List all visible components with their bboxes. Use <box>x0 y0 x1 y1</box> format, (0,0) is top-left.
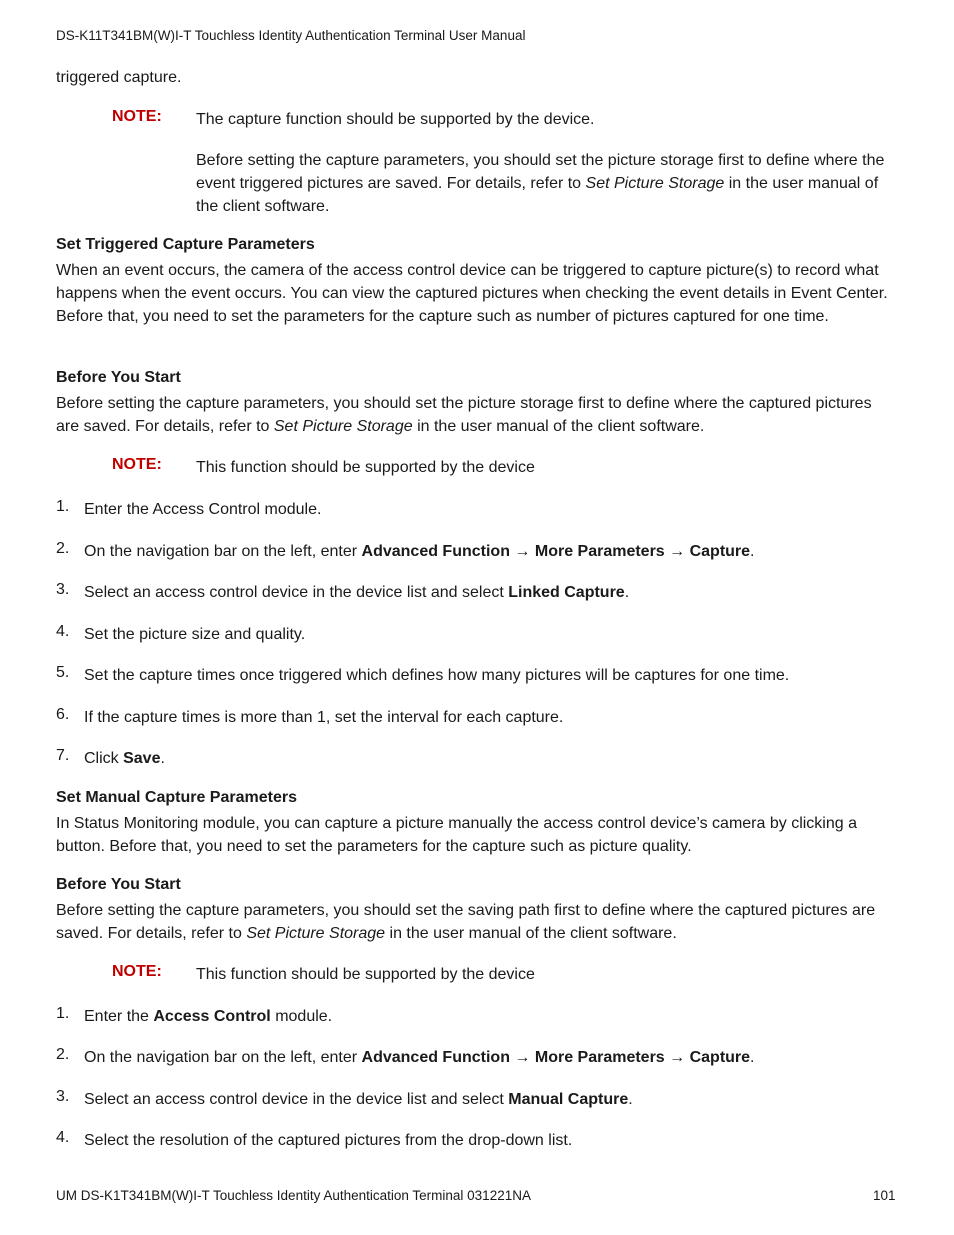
section-heading-triggered: Set Triggered Capture Parameters <box>56 236 315 253</box>
step-text: Select an access control device in the device list and select Manual Capture. <box>84 1091 633 1108</box>
step-text: Click Save. <box>84 750 165 767</box>
section-body: When an event occurs, the camera of the access control device can be triggered to capture picture(s) to record what happens when the event occurs. You can view the captured pictures when checking the event details in Event Center. Before that, you need to set the parameters for the capture such as number of pictures captured for one time. <box>56 262 888 325</box>
note-text: The capture function should be supported by the device. <box>196 111 595 128</box>
step-text: Set the capture times once triggered which defines how many pictures will be captures for one time. <box>84 667 790 684</box>
page-number: 101 <box>873 1188 896 1203</box>
step-number: 2. <box>56 1046 70 1063</box>
step-text: Set the picture size and quality. <box>84 626 306 643</box>
step-number: 3. <box>56 581 70 598</box>
step-text: Enter the Access Control module. <box>84 501 322 518</box>
intro-tail: triggered capture. <box>56 69 182 86</box>
note-paragraph: Before setting the capture parameters, you should set the picture storage first to define where the event triggered pictures are saved. For details, refer to Set Picture Storage in the user manual of the client software. <box>196 152 885 215</box>
before-you-start-body: Before setting the capture parameters, you should set the picture storage first to define where the captured pictures are saved. For details, refer to Set Picture Storage in the user manual of the client software. <box>56 395 872 435</box>
note-label: NOTE: <box>112 963 162 980</box>
step-number: 5. <box>56 664 70 681</box>
step-number: 4. <box>56 623 70 640</box>
step-number: 1. <box>56 498 70 515</box>
note-text: This function should be supported by the device <box>196 459 535 476</box>
step-text: Select an access control device in the device list and select Linked Capture. <box>84 584 630 601</box>
section-heading-manual: Set Manual Capture Parameters <box>56 789 297 806</box>
page-header: DS-K11T341BM(W)I-T Touchless Identity Authentication Terminal User Manual <box>56 28 526 43</box>
step-number: 3. <box>56 1088 70 1105</box>
note-label: NOTE: <box>112 456 162 473</box>
section-body: In Status Monitoring module, you can capture a picture manually the access control device’s camera by clicking a button. Before that, you need to set the parameters for the capture such as picture quality. <box>56 815 857 855</box>
step-number: 7. <box>56 747 70 764</box>
step-text: Enter the Access Control module. <box>84 1008 333 1025</box>
step-number: 1. <box>56 1005 70 1022</box>
note-label: NOTE: <box>112 108 162 125</box>
step-number: 6. <box>56 706 70 723</box>
step-number: 4. <box>56 1129 70 1146</box>
note-text: This function should be supported by the device <box>196 966 535 983</box>
step-number: 2. <box>56 540 70 557</box>
step-text: On the navigation bar on the left, enter Advanced Function → More Parameters → Capture. <box>84 543 755 560</box>
step-text: If the capture times is more than 1, set the interval for each capture. <box>84 709 564 726</box>
before-you-start-heading: Before You Start <box>56 876 181 893</box>
before-you-start-heading: Before You Start <box>56 369 181 386</box>
before-you-start-body: Before setting the capture parameters, you should set the saving path first to define where the captured pictures are saved. For details, refer to Set Picture Storage in the user manual of the client software. <box>56 902 876 942</box>
step-text: Select the resolution of the captured pictures from the drop-down list. <box>84 1132 573 1149</box>
page-footer: UM DS-K1T341BM(W)I-T Touchless Identity Authentication Terminal 031221NA <box>56 1188 531 1203</box>
step-text: On the navigation bar on the left, enter Advanced Function → More Parameters → Capture. <box>84 1049 755 1066</box>
